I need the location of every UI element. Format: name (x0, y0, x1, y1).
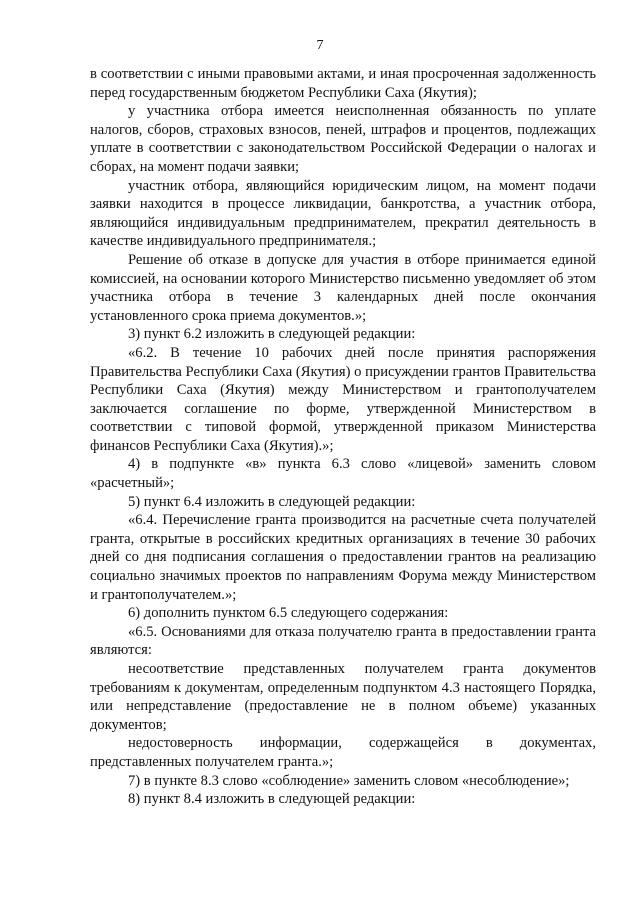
paragraph: «6.4. Перечисление гранта производится на расчетные счета получателей гранта, открытые в российских кредитных организациях в течение 30 рабочих дней со дня подписания соглашения о предоставлении грантов на реализацию социально значимых проектов по направлениям Форума между Министерством и грантополучателем.»; (90, 512, 596, 603)
paragraph: у участника отбора имеется неисполненная обязанность по уплате налогов, сборов, страховых взносов, пеней, штрафов и процентов, подлежащих уплате в соответствии с законодательством Российской Федерации о налогах и сборах, на момент подачи заявки; (90, 103, 596, 175)
paragraph: в соответствии с иными правовыми актами, и иная просроченная задолженность перед государственным бюджетом Республики Саха (Якутия); (90, 66, 596, 101)
paragraph: 6) дополнить пунктом 6.5 следующего содержания: (128, 605, 449, 622)
paragraph: 3) пункт 6.2 изложить в следующей редакции: (128, 326, 416, 343)
document-body (90, 65, 596, 809)
paragraph: 7) в пункте 8.3 слово «соблюдение» заменить словом «несоблюдение»; (128, 772, 570, 789)
paragraph: 4) в подпункте «в» пункта 6.3 слово «лицевой» заменить словом «расчетный»; (90, 456, 596, 492)
paragraph: «6.2. В течение 10 рабочих дней после принятия распоряжения Правительства Республики Саха (Якутия) о присуждении грантов Правительства Республики Саха (Якутия) между Министерством и грантополучателем заключается соглашение по форме, утвержденной Министерством в соответствии с типовой формой, утвержденной приказом Министерства финансов Республики Саха (Якутия).»; (90, 344, 596, 454)
paragraph: Решение об отказе в допуске для участия в отборе принимается единой комиссией, на основании которого Министерство письменно уведомляет об этом участника отбора в течение 3 календарных дней после окончания установленного срока приема документов.»; (90, 251, 596, 324)
paragraph: участник отбора, являющийся юридическим лицом, на момент подачи заявки находится в процессе ликвидации, банкротства, а участник отбора, являющийся индивидуальным предпринимателем, прекратил деятельность в качестве индивидуального предпринимателя.; (90, 177, 596, 250)
paragraph: «6.5. Основаниями для отказа получателю гранта в предоставлении гранта являются: (90, 623, 596, 659)
paragraph: 8) пункт 8.4 изложить в следующей редакции: (128, 791, 416, 808)
page-number: 7 (316, 38, 324, 53)
paragraph: недостоверность информации, содержащейся в документах, представленных получателем гранта.»; (90, 735, 596, 770)
paragraph: несоответствие представленных получателем гранта документов требованиям к документам, определенным подпунктом 4.3 настоящего Порядка, или непредставление (предоставление не в полном объеме) указанных документов; (90, 661, 596, 733)
paragraph: 5) пункт 6.4 изложить в следующей редакции: (128, 493, 416, 510)
